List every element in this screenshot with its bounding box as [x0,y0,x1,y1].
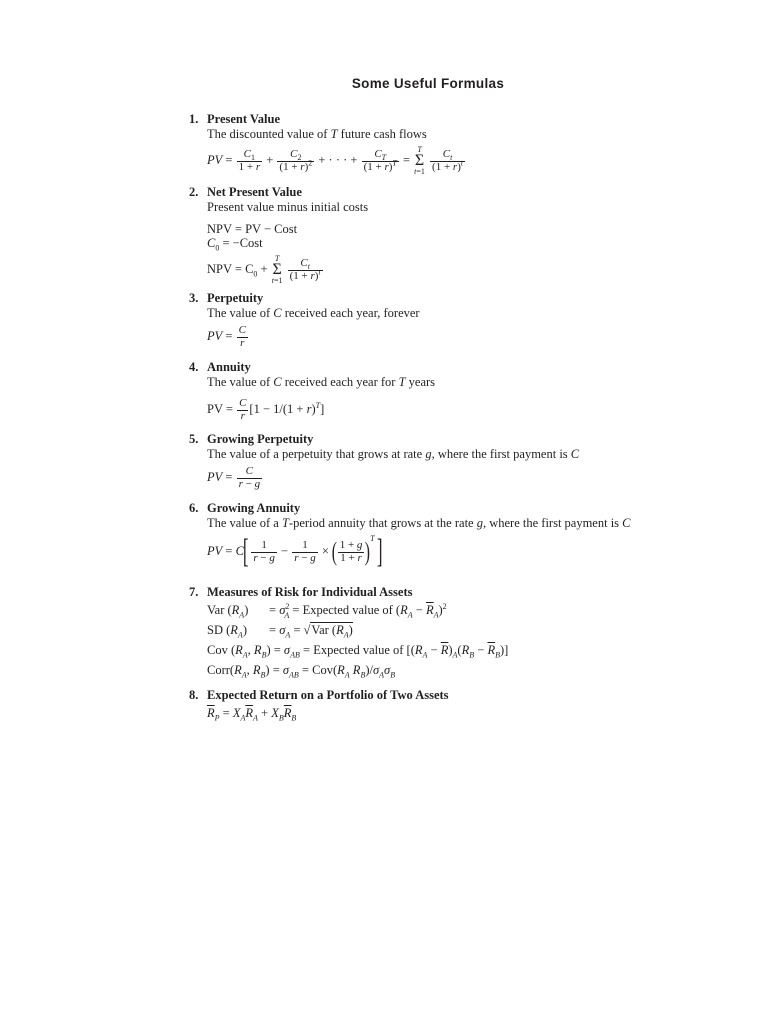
section-description: The value of a perpetuity that grows at rate g, where the first payment is C [207,447,580,461]
formula-npv-cost: NPV = PV − Cost [207,222,298,236]
formula-portfolio-return: $\overline{R}_P = X_A\overline{R}_A + X_B\overline{R}_B$ [207,706,297,723]
section-number: 6. [189,501,199,515]
formula-perpetuity: PV = $\frac{C}{r}$ [207,324,246,349]
section-description: Present value minus initial costs [207,200,369,214]
section-heading: Annuity [207,360,251,374]
section-number: 4. [189,360,199,374]
section-number: 8. [189,688,199,702]
section-heading: Expected Return on a Portfolio of Two Assets [207,688,449,702]
section-description: The value of C received each year for T years [207,375,436,389]
section-heading: Net Present Value [207,185,302,199]
formula-npv-sum: NPV = $C_0 + T$ Σ t=1 $\frac{C_t}{(1 + r)^t}$ [207,254,321,286]
section-number: 1. [189,112,199,126]
section-heading: Measures of Risk for Individual Assets [207,585,413,599]
section-heading: Present Value [207,112,281,126]
section-description: The value of a T-period annuity that grows at the rate g, where the first payment is C [207,516,631,530]
section-description: The discounted value of T future cash flows [207,127,427,141]
formula-annuity: PV = $\frac{C}{r}$ $[1 - 1/(1 + r)^T]$ [207,397,325,422]
section-heading: Perpetuity [207,291,264,305]
formula-variance: Var $(R_A) = \sigma^2_A$ = Expected value of $(R_A - \overline{R}_A)^2$ [207,601,447,620]
formula-present-value: PV = $\frac{C_1}{1 + r}$ + $\frac{C_2}{(1 + r)^2}$ + · · · + $\frac{C_T}{(1 + r)^T}$ = T Σ t=1 $\frac{C_t}{(1 + r)^t}$ [207,145,464,177]
formula-covariance: Cov ($R_A$, $R_B) = \sigma_{AB}$ = Expected value of $[(R_A - \overline{R})_A(R_B - \overline{R}_B)]$ [207,643,509,660]
formula-c0: $C_0$ = −Cost [207,236,263,253]
section-number: 5. [189,432,199,446]
formula-growing-annuity: PV = C[ $\frac{1}{r - g}$ − $\frac{1}{r - g}$ × ( $\frac{1 + g}{1 + r}$ )$^T$ ] [207,533,383,570]
formula-growing-perpetuity: PV = $\frac{C}{r - g}$ [207,465,261,490]
section-number: 7. [189,585,199,599]
formula-standard-deviation: SD $(R_A) = \sigma_A = √Var$ $(R_A)$ [207,623,353,640]
section-number: 3. [189,291,199,305]
formula-correlation: $Corr(R_A$, $R_B) = \sigma_{AB} = Cov(R_A$ $R_B)/\sigma_A\sigma_B$ [207,663,396,680]
section-heading: Growing Perpetuity [207,432,314,446]
section-description: The value of C received each year, forever [207,306,420,320]
section-number: 2. [189,185,199,199]
page-title: Some Useful Formulas [351,76,505,91]
section-heading: Growing Annuity [207,501,301,515]
